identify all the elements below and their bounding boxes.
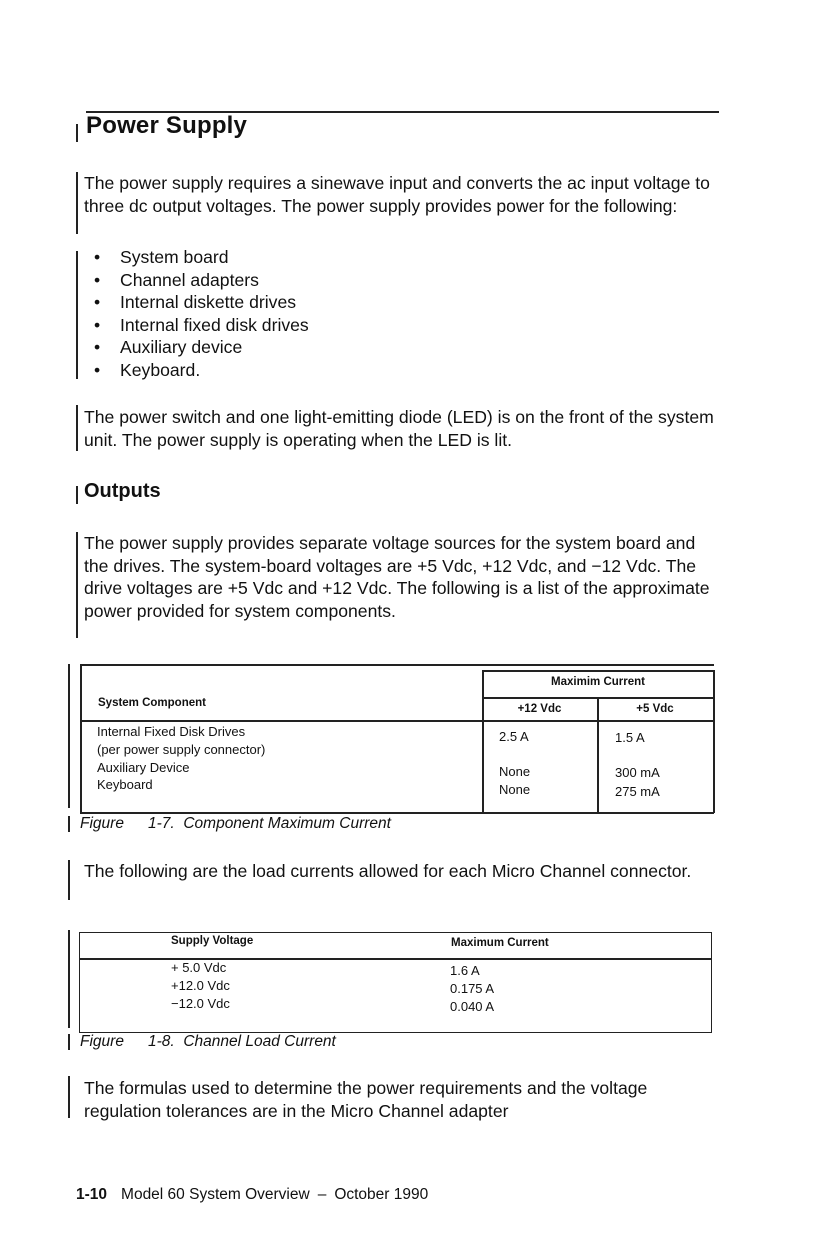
current-cell: 1.6 A xyxy=(450,963,480,978)
5v-cell: 275 mA xyxy=(615,784,660,799)
component-cell: Internal Fixed Disk Drives xyxy=(97,724,246,739)
change-bar xyxy=(68,664,70,808)
list-item: • Internal diskette drives xyxy=(92,291,309,314)
outputs-paragraph: The power supply provides separate voltage sources for the system board and the drives. The system-board voltages are +5 Vdc, +12 Vdc, and −12 Vdc. The drive voltages are +5 Vdc and +12 Vdc. The following is a list of the approximate power provided for system components. xyxy=(84,533,710,621)
voltage-cell: +12.0 Vdc xyxy=(171,978,230,993)
page-number: 1-10 xyxy=(76,1186,108,1203)
12v-cell: None xyxy=(499,764,531,779)
component-cell: Keyboard xyxy=(97,777,153,792)
outputs-heading: Outputs xyxy=(84,480,161,502)
load-currents-paragraph: The following are the load currents allowed for each Micro Channel connector. xyxy=(84,861,692,881)
change-bar xyxy=(76,405,78,451)
formulas-paragraph: The formulas used to determine the power requirements and the voltage regulation tolerances are in the Micro Channel adapter xyxy=(84,1078,648,1121)
change-bar xyxy=(68,930,70,1028)
section-title: Power Supply xyxy=(86,112,248,139)
change-bar xyxy=(76,124,78,142)
change-bar xyxy=(76,172,78,234)
12v-header: +12 Vdc xyxy=(517,703,562,715)
list-item: • Channel adapters xyxy=(92,269,309,292)
list-item: • System board xyxy=(92,246,309,269)
system-component-header: System Component xyxy=(98,697,206,709)
change-bar xyxy=(76,251,78,379)
power-switch-paragraph: The power switch and one light-emitting diode (LED) is on the front of the system unit. The power supply is operating when the LED is lit. xyxy=(84,407,714,450)
5v-cell: 1.5 A xyxy=(615,730,645,745)
change-bar xyxy=(68,816,70,832)
list-item: • Auxiliary device xyxy=(92,336,309,359)
current-cell: 0.040 A xyxy=(450,999,495,1014)
max-current-header: Maximim Current xyxy=(551,676,645,688)
change-bar xyxy=(68,860,70,900)
document-date: October 1990 xyxy=(334,1186,429,1203)
list-item: • Internal fixed disk drives xyxy=(92,314,309,337)
change-bar xyxy=(68,1076,70,1118)
12v-cell: 2.5 A xyxy=(499,729,529,744)
component-cell: (per power supply connector) xyxy=(97,742,266,757)
change-bar xyxy=(76,532,78,638)
intro-paragraph: The power supply requires a sinewave input and converts the ac input voltage to three dc output voltages. The power supply provides power for the following: xyxy=(84,173,710,216)
voltage-cell: + 5.0 Vdc xyxy=(171,960,227,975)
figure-caption-1-7: Figure 1-7. Component Maximum Current xyxy=(80,815,391,832)
supply-voltage-header: Supply Voltage xyxy=(171,935,254,947)
change-bar xyxy=(76,486,78,504)
current-cell: 0.175 A xyxy=(450,981,495,996)
document-title: Model 60 System Overview xyxy=(121,1186,310,1203)
list-item: • Keyboard. xyxy=(92,359,309,382)
12v-cell: None xyxy=(499,782,531,797)
component-cell: Auxiliary Device xyxy=(97,760,190,775)
5v-cell: 300 mA xyxy=(615,765,660,780)
maximum-current-header: Maximum Current xyxy=(451,937,549,949)
change-bar xyxy=(68,1034,70,1050)
5v-header: +5 Vdc xyxy=(636,703,674,715)
page-footer: 1-10 Model 60 System Overview – October 1990 xyxy=(76,1186,429,1203)
figure-caption-1-8: Figure 1-8. Channel Load Current xyxy=(80,1033,336,1050)
voltage-cell: −12.0 Vdc xyxy=(171,996,230,1011)
component-list xyxy=(92,246,309,381)
